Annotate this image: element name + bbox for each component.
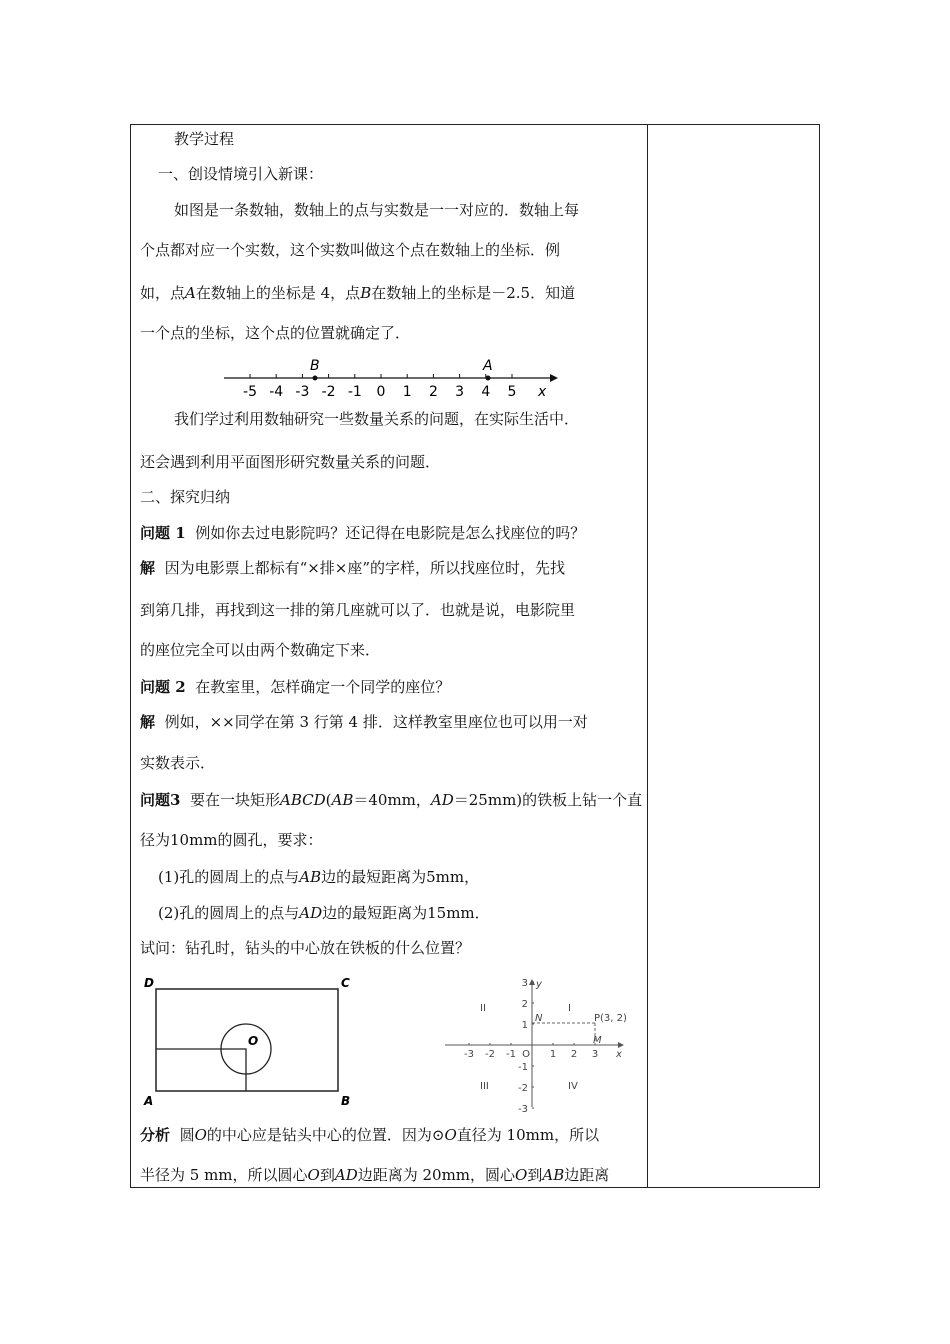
number-line-tick-label: -3 xyxy=(295,384,310,400)
y-tick-label: -2 xyxy=(518,1083,528,1094)
number-line-tick-label: 5 xyxy=(507,384,517,400)
y-axis-label: y xyxy=(536,979,542,990)
x-tick-label: 1 xyxy=(549,1049,557,1060)
table-side-cell xyxy=(647,124,820,1188)
x-tick-label: -1 xyxy=(506,1049,516,1060)
quadrant-4-label: IV xyxy=(568,1081,578,1092)
point-b-label: B xyxy=(310,358,320,374)
quadrant-3-label: III xyxy=(480,1081,489,1092)
vertex-a-label: A xyxy=(144,1094,154,1108)
para2-line-1: 我们学过利用数轴研究一些数量关系的问题，在实际生活中． xyxy=(174,410,580,428)
x-axis-label: x xyxy=(616,1049,622,1060)
y-tick-label: 1 xyxy=(521,1020,528,1031)
x-tick-label: 2 xyxy=(570,1049,578,1060)
question-3-ask: 试问：钻孔时，钻头的中心放在铁板的什么位置？ xyxy=(140,939,471,957)
number-line-arrow-icon xyxy=(550,374,558,382)
intro-line-2: 个点都对应一个实数，这个实数叫做这个点在数轴上的坐标．例 xyxy=(140,241,561,259)
vertex-d-label: D xyxy=(144,976,154,990)
x-tick-label: O xyxy=(522,1049,530,1060)
number-line-tick-label: -5 xyxy=(243,384,257,400)
question-2: 问题 2 在教室里，怎样确定一个同学的座位？ xyxy=(140,678,451,696)
number-line-x-label: x xyxy=(538,384,547,400)
number-line-tick-label: 0 xyxy=(376,384,386,400)
question-3-line-1: 问题3 要在一块矩形ABCD(AB＝40mm，AD＝25mm)的铁板上钻一个直 xyxy=(140,791,643,809)
y-tick-label: -3 xyxy=(518,1104,528,1115)
number-line-tick-label: 4 xyxy=(481,384,491,400)
analysis-line-1: 分析 圆O的中心应是钻头中心的位置．因为⊙O直径为 10mm，所以 xyxy=(140,1126,600,1144)
y-tick-label: -1 xyxy=(518,1062,528,1073)
point-m-label: M xyxy=(593,1035,602,1046)
answer-1-line-3: 的座位完全可以由两个数确定下来． xyxy=(140,641,381,659)
y-tick-label: 3 xyxy=(521,978,528,989)
number-line-tick-label: 3 xyxy=(455,384,465,400)
number-line-tick-label: -2 xyxy=(321,384,336,400)
number-line-tick-label: 1 xyxy=(402,384,412,400)
answer-1-line-2: 到第几排，再找到这一排的第几座就可以了．也就是说，电影院里 xyxy=(140,601,576,619)
para2-line-2: 还会遇到利用平面图形研究数量关系的问题． xyxy=(140,453,441,471)
question-3-condition-1: (1)孔的圆周上的点与AB边的最短距离为5mm， xyxy=(158,868,480,886)
question-3-line-2: 径为10mm的圆孔，要求： xyxy=(140,831,323,849)
point-n-label: N xyxy=(535,1013,543,1024)
coordinate-plane-figure xyxy=(440,975,645,1115)
point-b-dot xyxy=(313,376,318,381)
y-tick-label: 2 xyxy=(521,999,528,1010)
center-o-label: O xyxy=(248,1034,259,1048)
question-1: 问题 1 例如你去过电影院吗？还记得在电影院是怎么找座位的吗？ xyxy=(140,524,586,542)
answer-2-line-2: 实数表示． xyxy=(140,754,216,772)
x-tick-label: 3 xyxy=(591,1049,599,1060)
point-a-dot xyxy=(486,376,491,381)
number-line-figure xyxy=(220,354,560,400)
rectangle-figure xyxy=(140,975,360,1110)
intro-line-3: 如，点A在数轴上的坐标是 4，点B在数轴上的坐标是－2.5．知道 xyxy=(140,284,576,302)
number-line-tick-label: -4 xyxy=(269,384,284,400)
answer-1-line-1: 解 因为电影票上都标有“×排×座”的字样，所以找座位时，先找 xyxy=(140,559,566,577)
section-2-title: 二、探究归纳 xyxy=(140,488,231,506)
section-1-title: 一、创设情境引入新课： xyxy=(158,165,324,183)
question-3-condition-2: (2)孔的圆周上的点与AD边的最短距离为15mm． xyxy=(158,904,490,922)
answer-2-line-1: 解 例如，××同学在第 3 行第 4 排．这样教室里座位也可以用一对 xyxy=(140,713,588,731)
intro-line-4: 一个点的坐标，这个点的位置就确定了． xyxy=(140,324,411,342)
intro-line-1: 如图是一条数轴，数轴上的点与实数是一一对应的．数轴上每 xyxy=(174,201,580,219)
number-line-tick-label: -1 xyxy=(347,384,362,400)
point-p-label: P(3, 2) xyxy=(594,1013,627,1024)
vertex-c-label: C xyxy=(341,976,350,990)
x-tick-label: -2 xyxy=(485,1049,495,1060)
analysis-line-2: 半径为 5 mm，所以圆心O到AD边距离为 20mm，圆心O到AB边距离 xyxy=(140,1166,610,1184)
quadrant-1-label: I xyxy=(568,1003,571,1014)
rectangle-abcd xyxy=(156,989,338,1091)
number-line-tick-label: 2 xyxy=(428,384,438,400)
x-tick-label: -3 xyxy=(464,1049,474,1060)
vertex-b-label: B xyxy=(341,1094,351,1108)
point-a-label: A xyxy=(483,358,493,374)
quadrant-2-label: II xyxy=(480,1003,486,1014)
heading: 教学过程 xyxy=(174,130,235,148)
x-axis-arrow-icon xyxy=(618,1042,624,1048)
